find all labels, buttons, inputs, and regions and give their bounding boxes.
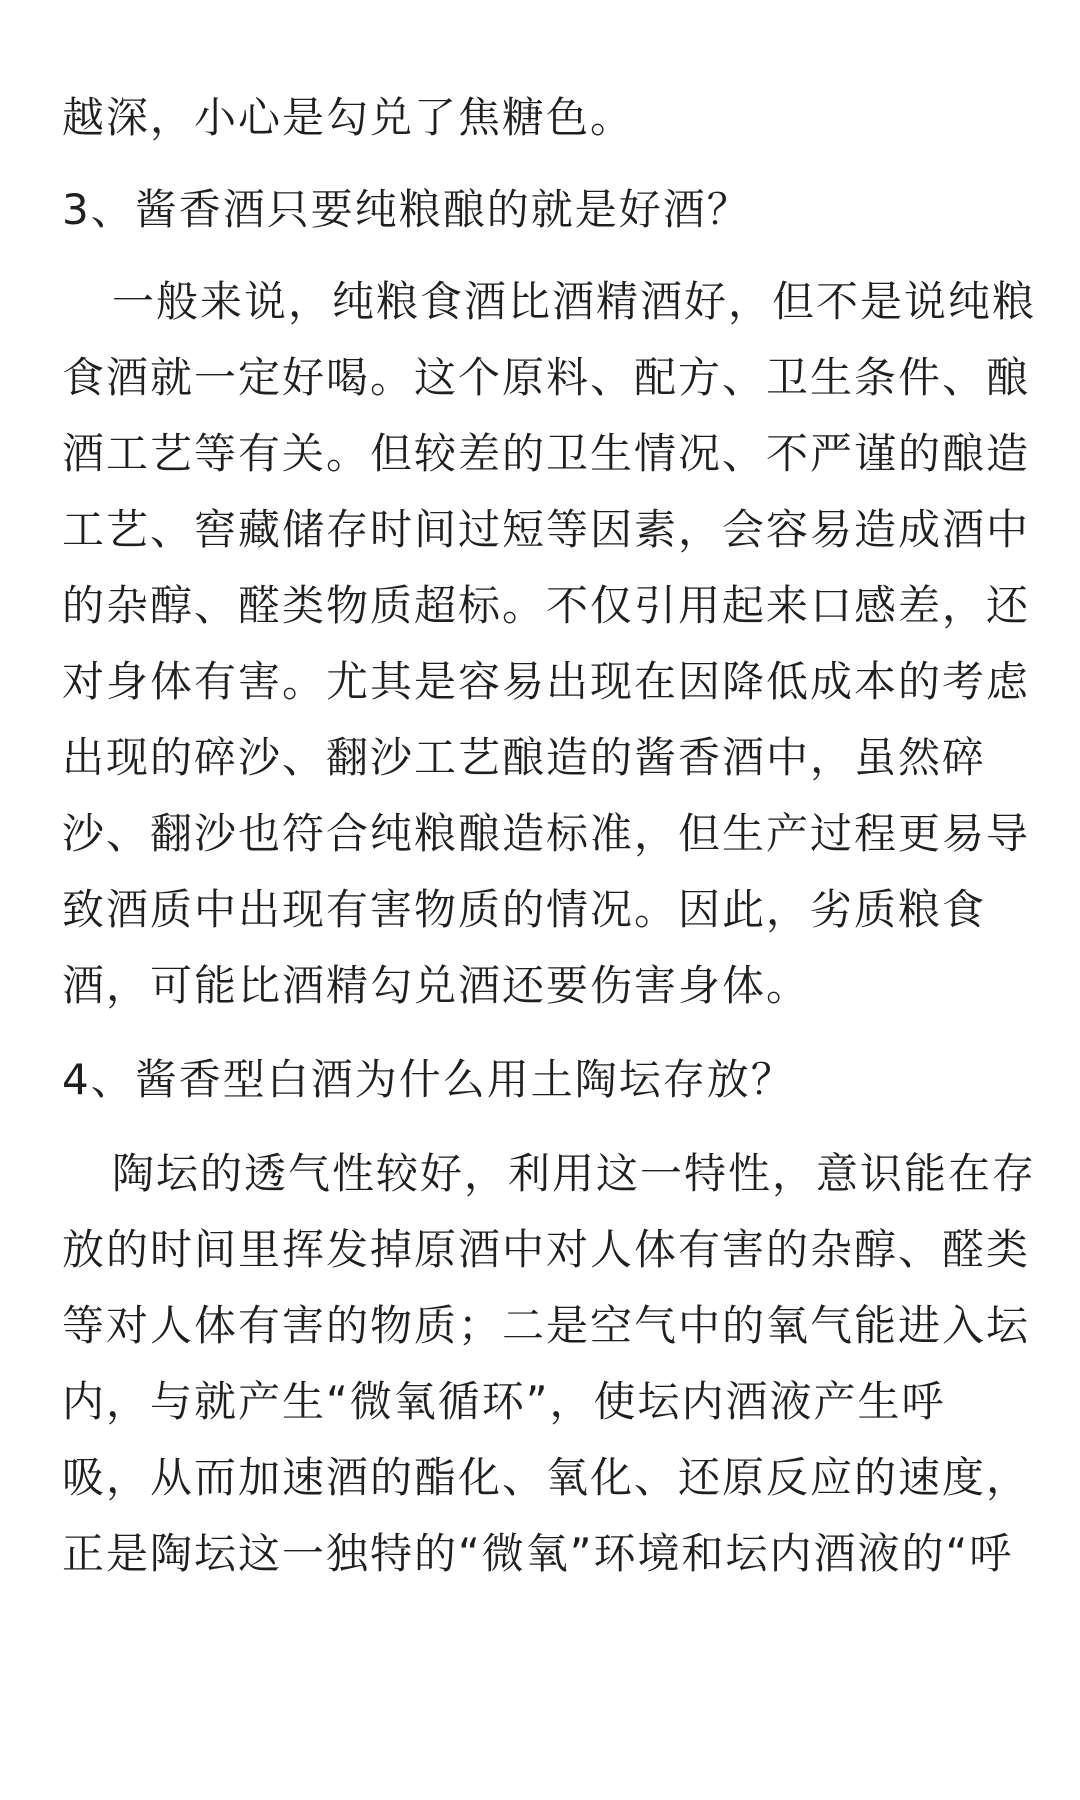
section-3-heading: 3、酱香酒只要纯粮酿的就是好酒？ (62, 185, 751, 234)
paragraph-line: 沙、翻沙也符合纯粮酿造标准，但生产过程更易导 (62, 809, 1031, 858)
section-4-heading: 4、酱香型白酒为什么用土陶坛存放？ (62, 1055, 795, 1104)
paragraph-line: 正是陶坛这一独特的“微氧”环境和坛内酒液的“呼 (62, 1529, 1014, 1578)
paragraph-line: 工艺、窖藏储存时间过短等因素，会容易造成酒中 (62, 505, 1031, 554)
paragraph-line: 陶坛的透气性较好，利用这一特性，意识能在存 (112, 1149, 1037, 1198)
paragraph-line: 一般来说，纯粮食酒比酒精酒好，但不是说纯粮 (112, 277, 1037, 326)
paragraph-line: 出现的碎沙、翻沙工艺酿造的酱香酒中，虽然碎 (62, 733, 987, 782)
paragraph-line: 内，与就产生“微氧循环”，使坛内酒液产生呼 (62, 1377, 946, 1426)
intro-tail-text: 越深，小心是勾兑了焦糖色。 (62, 93, 635, 142)
paragraph-line: 吸，从而加速酒的酯化、氧化、还原反应的速度， (62, 1453, 1031, 1502)
paragraph-line: 致酒质中出现有害物质的情况。因此，劣质粮食 (62, 885, 987, 934)
paragraph-line: 等对人体有害的物质；二是空气中的氧气能进入坛 (62, 1301, 1031, 1350)
paragraph-line: 食酒就一定好喝。这个原料、配方、卫生条件、酿 (62, 353, 1031, 402)
paragraph-line: 酒工艺等有关。但较差的卫生情况、不严谨的酿造 (62, 429, 1031, 478)
paragraph-line: 放的时间里挥发掉原酒中对人体有害的杂醇、醛类 (62, 1225, 1031, 1274)
paragraph-line: 酒，可能比酒精勾兑酒还要伤害身体。 (62, 961, 811, 1010)
paragraph-line: 的杂醇、醛类物质超标。不仅引用起来口感差，还 (62, 581, 1031, 630)
paragraph-line: 对身体有害。尤其是容易出现在因降低成本的考虑 (62, 657, 1031, 706)
